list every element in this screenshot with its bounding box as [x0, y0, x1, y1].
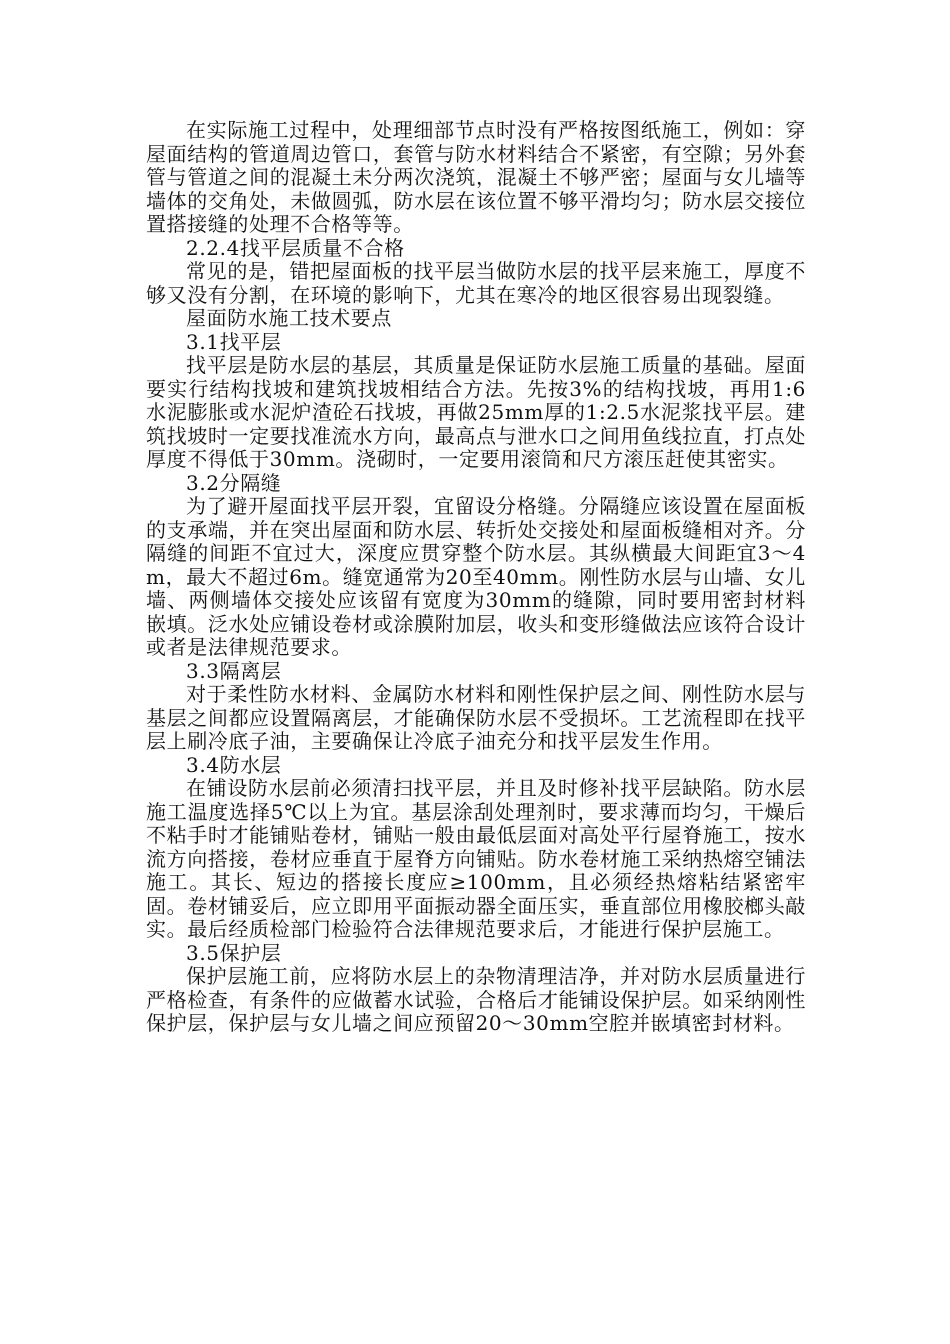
section-heading: 2.2.4找平层质量不合格 — [186, 235, 405, 260]
section-heading: 3.3隔离层 — [186, 658, 282, 683]
paragraph: 在铺设防水层前必须清扫找平层，并且及时修补找平层缺陷。防水层施工温度选择5℃以上为宜。基层涂刮处理剂时，要求薄而均匀，干燥后不粘手时才能铺贴卷材，铺贴一般由最低层面对高处平行屋脊施工，按水流方向搭接，卷材应垂直于屋脊方向铺贴。防水卷材施工采纳热熔空铺法施工。其长、短边的搭接长度应≥100mm，且必须经热熔粘结紧密牢固。卷材铺妥后，应立即用平面振动器全面压实，垂直部位用橡胶榔头敲实。最后经质检部门检验符合法律规范要求后，才能进行保护层施工。 — [146, 776, 806, 941]
paragraph: 为了避开屋面找平层开裂，宜留设分格缝。分隔缝应该设置在屋面板的支承端，并在突出屋面和防水层、转折处交接处和屋面板缝相对齐。分隔缝的间距不宜过大，深度应贯穿整个防水层。其纵横最大间距宜3～4m，最大不超过6m。缝宽通常为20至40mm。刚性防水层与山墙、女儿墙、两侧墙体交接处应该留有宽度为30mm的缝隙，同时要用密封材料嵌填。泛水处应铺设卷材或涂膜附加层，收头和变形缝做法应该符合设计或者是法律规范要求。 — [146, 494, 806, 659]
paragraph: 保护层施工前，应将防水层上的杂物清理洁净，并对防水层质量进行严格检查，有条件的应做蓄水试验，合格后才能铺设保护层。如采纳刚性保护层，保护层与女儿墙之间应预留20～30mm空腔并嵌填密封材料。 — [146, 964, 806, 1035]
paragraph: 在实际施工过程中，处理细部节点时没有严格按图纸施工，例如：穿屋面结构的管道周边管口，套管与防水材料结合不紧密，有空隙；另外套管与管道之间的混凝土未分两次浇筑，混凝土不够严密；屋面与女儿墙等墙体的交角处，未做圆弧，防水层在该位置不够平滑均匀；防水层交接位置搭接缝的处理不合格等等。 — [146, 118, 806, 236]
paragraph: 找平层是防水层的基层，其质量是保证防水层施工质量的基础。屋面要实行结构找坡和建筑找坡相结合方法。先按3%的结构找坡，再用1:6水泥膨胀或水泥炉渣砼石找坡，再做25mm厚的1:2.5水泥浆找平层。建筑找坡时一定要找准流水方向，最高点与泄水口之间用鱼线拉直，打点处厚度不得低于30mm。浇砌时，一定要用滚筒和尺方滚压赶使其密实。 — [146, 353, 806, 471]
section-heading: 屋面防水施工技术要点 — [186, 306, 392, 330]
paragraph: 对于柔性防水材料、金属防水材料和刚性保护层之间、刚性防水层与基层之间都应设置隔离层，才能确保防水层不受损坏。工艺流程即在找平层上刷冷底子油，主要确保让冷底子油充分和找平层发生作用。 — [146, 682, 806, 753]
section-heading: 3.1找平层 — [186, 329, 282, 354]
section-heading: 3.2分隔缝 — [186, 470, 282, 495]
document-body — [146, 119, 806, 1036]
section-heading: 3.4防水层 — [186, 752, 282, 777]
section-heading: 3.5保护层 — [186, 940, 282, 965]
paragraph: 常见的是，错把屋面板的找平层当做防水层的找平层来施工，厚度不够又没有分割，在环境的影响下，尤其在寒冷的地区很容易出现裂缝。 — [146, 259, 806, 307]
